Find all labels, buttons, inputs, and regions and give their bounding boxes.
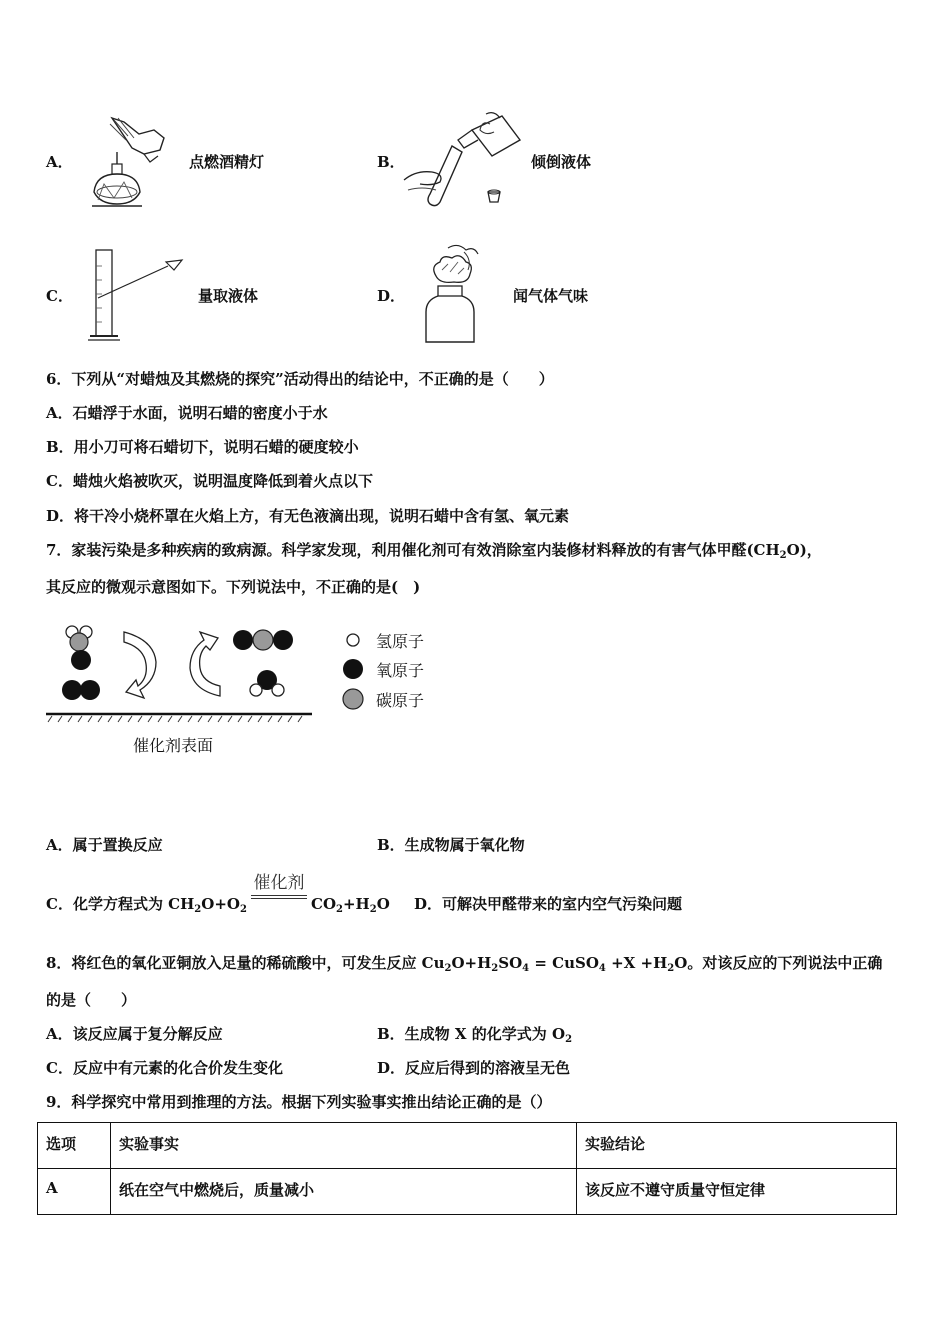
table-row [38, 1169, 897, 1215]
table-header-row [38, 1123, 897, 1169]
option-letter: D． [377, 287, 406, 305]
catalyst-label: 催化剂 [253, 873, 305, 893]
measuring-cylinder-icon [84, 246, 194, 346]
q7-stem-line2: 其反应的微观示意图如下。下列说法中，不正确的是( ) [46, 578, 421, 596]
q7-option-c: C．化学方程式为 $CH_2O+O_2$ [46, 895, 247, 915]
q5-option-b [377, 152, 405, 172]
q8-option-c: C．反应中有元素的化合价发生变化 [46, 1059, 283, 1077]
catalyst-arrow [251, 868, 307, 899]
q7-option-b: B．生成物属于氧化物 [377, 836, 525, 854]
q7-stem-line1: 7．家装污染是多种疾病的致病源。科学家发现，利用催化剂可有效消除室内装修材料释放的有害气体甲醛$(CH_2O)$， [46, 541, 822, 561]
carbon-atom-icon [342, 688, 364, 710]
q7-option-d: D．可解决甲醛带来的室内空气污染问题 [414, 895, 683, 913]
oxygen-atom-icon [342, 658, 364, 680]
q6-stem: 6．下列从“对蜡烛及其燃烧的探究”活动得出的结论中，不正确的是（ ） [46, 370, 554, 388]
table-cell: 该反应不遵守质量守恒定律 [577, 1169, 897, 1215]
header-cell: 实验结论 [577, 1123, 897, 1169]
q7-option-c-products: $CO_2+H_2O$ [311, 895, 390, 915]
q5-option-d [377, 286, 405, 306]
q5-option-c [46, 286, 73, 306]
q6-option-c: C．蜡烛火焰被吹灭，说明温度降低到着火点以下 [46, 472, 373, 490]
q9-table [37, 1122, 897, 1215]
table-cell: 纸在空气中燃烧后，质量减小 [111, 1169, 577, 1215]
atom-legend [342, 626, 424, 714]
q8-stem-line2: 的是（ ） [46, 991, 137, 1009]
reaction-micro-diagram [44, 620, 319, 728]
q8-option-b: B．生成物 X 的化学式为 $O_2$ [377, 1025, 573, 1045]
q8-option-d: D．反应后得到的溶液呈无色 [377, 1059, 571, 1077]
q5-option-a [46, 152, 73, 172]
q5-option-b-label: 倾倒液体 [531, 153, 592, 171]
q5-option-a-label: 点燃酒精灯 [189, 153, 265, 171]
legend-item-oxygen: 氧原子 [342, 654, 424, 684]
alcohol-lamp-lighting-icon [84, 112, 174, 212]
header-cell: 选项 [38, 1123, 111, 1169]
q6-option-a: A．石蜡浮于水面，说明石蜡的密度小于水 [46, 404, 328, 422]
q7-option-a: A．属于置换反应 [46, 836, 163, 854]
q5-option-c-label: 量取液体 [198, 287, 259, 305]
option-letter: B． [377, 153, 405, 171]
q8-option-a: A．该反应属于复分解反应 [46, 1025, 223, 1043]
q9-stem: 9．科学探究中常用到推理的方法。根据下列实验事实推出结论正确的是（） [46, 1093, 552, 1111]
option-letter: A． [46, 153, 73, 171]
q5-option-d-label: 闻气体气味 [513, 287, 589, 305]
smelling-gas-icon [418, 240, 498, 350]
table-cell: A [38, 1169, 111, 1215]
q8-stem-line1: 8．将红色的氧化亚铜放入足量的稀硫酸中，可发生反应 $Cu_2O+H_2SO_4$ = CuSO$_4$ $+X +H_2O$。对该反应的下列说法中正确 [46, 954, 883, 974]
header-cell: 实验事实 [111, 1123, 577, 1169]
q6-option-b: B．用小刀可将石蜡切下，说明石蜡的硬度较小 [46, 438, 359, 456]
legend-item-carbon: 碳原子 [342, 684, 424, 714]
hydrogen-atom-icon [342, 629, 364, 651]
catalyst-surface-label: 催化剂表面 [133, 736, 214, 755]
legend-item-hydrogen: 氢原子 [342, 626, 424, 654]
option-letter: C． [46, 287, 73, 305]
q6-option-d: D．将干冷小烧杯罩在火焰上方，有无色液滴出现，说明石蜡中含有氢、氧元素 [46, 507, 570, 525]
pouring-liquid-icon [402, 110, 527, 210]
